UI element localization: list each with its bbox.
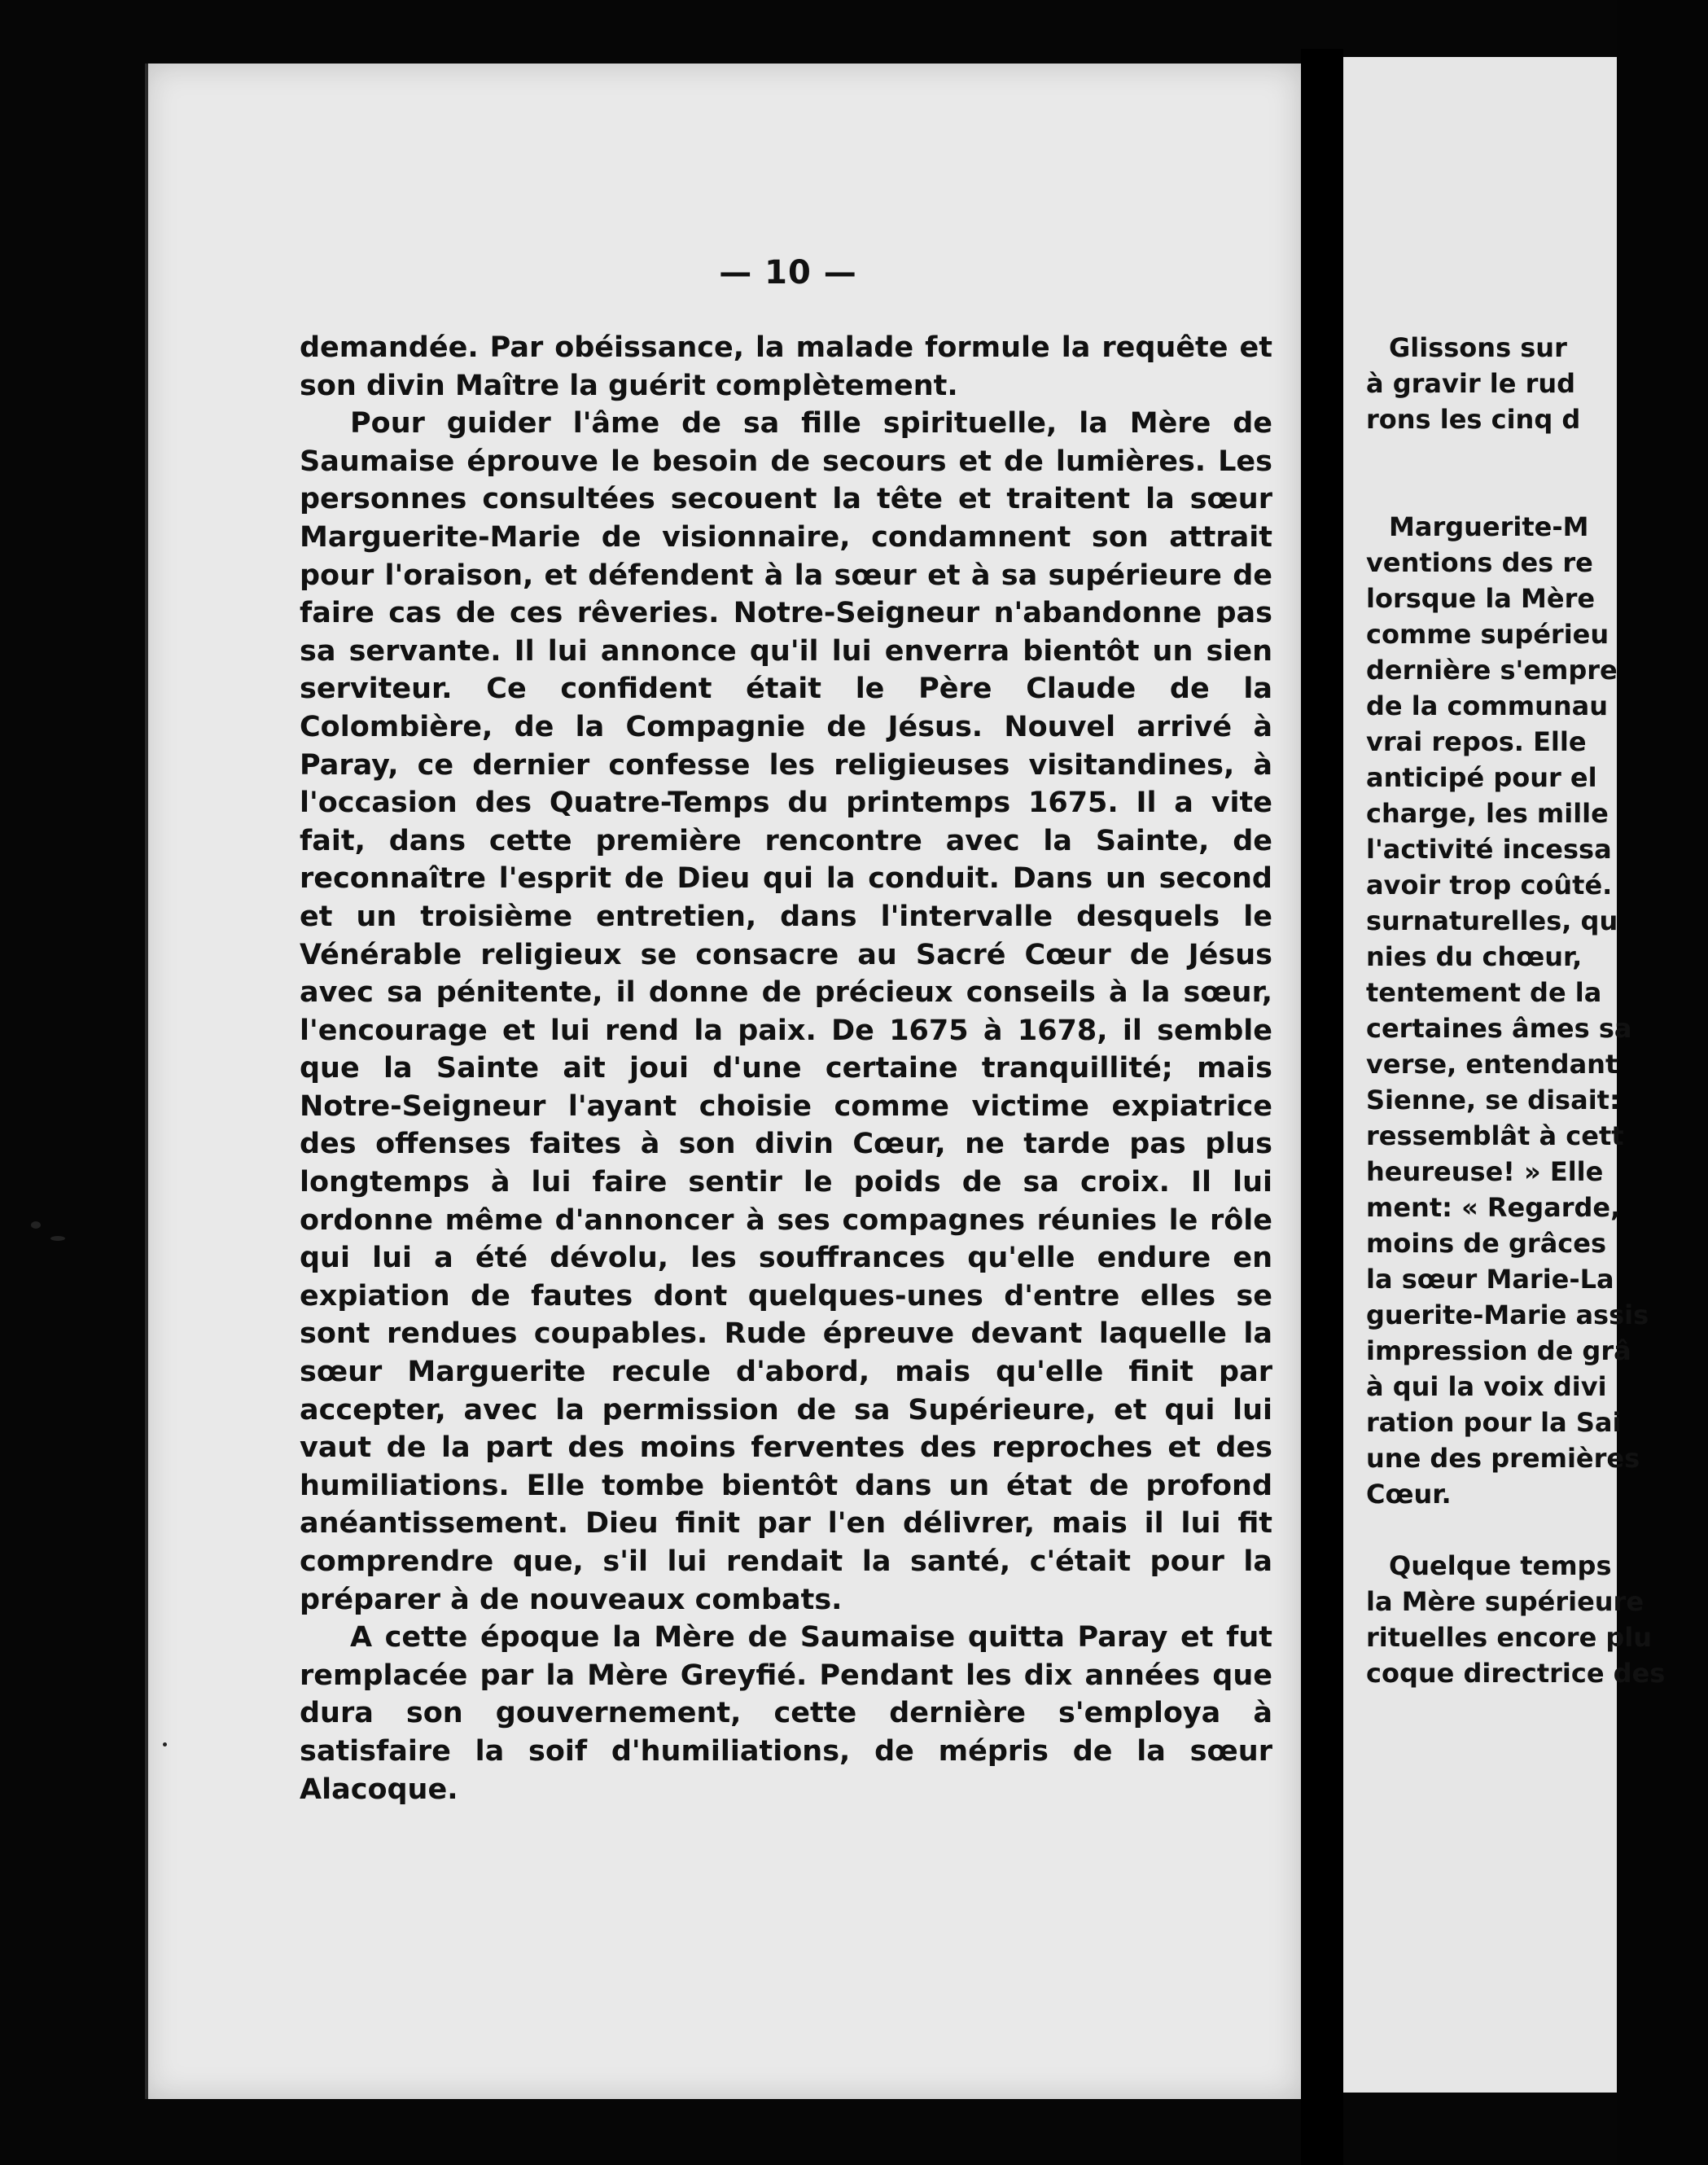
right-line: tentement de la	[1366, 977, 1602, 1008]
right-line: la Mère supérieure	[1366, 1586, 1644, 1617]
right-line: Quelque temps	[1389, 1550, 1612, 1581]
right-line: verse, entendant	[1366, 1049, 1618, 1080]
right-line: ressemblât à cett	[1366, 1120, 1624, 1151]
scan-speck	[50, 1236, 65, 1241]
paragraph-greyfie: A cette époque la Mère de Saumaise quitta Paray et fut remplacée par la Mère Greyfié. Pendant les dix années que dura son gouvernement, cette dernière s'employa à satisfaire la soif d'humiliations, de mépris de la sœur Alacoque.	[300, 1621, 1272, 1806]
right-line: ration pour la Sai	[1366, 1407, 1622, 1438]
right-line: lorsque la Mère	[1366, 583, 1596, 614]
right-line: ment: « Regarde,	[1366, 1192, 1621, 1223]
right-line: Marguerite-M	[1389, 511, 1589, 542]
book-gutter	[1301, 49, 1343, 2165]
right-line: avoir trop coûté.	[1366, 870, 1613, 901]
right-line: comme supérieu	[1366, 619, 1609, 650]
right-line: à qui la voix divi	[1366, 1371, 1607, 1402]
right-line: Glissons sur	[1389, 332, 1567, 363]
right-line: à gravir le rud	[1366, 368, 1576, 399]
right-line: Cœur.	[1366, 1479, 1452, 1510]
paragraph-continuation: demandée. Par obéissance, la malade formule la requête et son divin Maître la guérit complètement.	[300, 331, 1272, 402]
right-line: de la communau	[1366, 690, 1609, 721]
paragraph-colombiere: Pour guider l'âme de sa fille spirituelle, la Mère de Saumaise éprouve le besoin de secours et de lumières. Les personnes consultées secouent la tête et traitent la sœur Marguerite-Marie de visionnaire, condamnent son attrait pour l'oraison, et défendent à la sœur et à sa supérieure de faire cas de ces rêveries. Notre-Seigneur n'abandonne pas sa servante. Il lui annonce qu'il lui enverra bientôt un sien serviteur. Ce confident était le Père Claude de la Colombière, de la Compagnie de Jésus. Nouvel arrivé à Paray, ce dernier confesse les religieuses visitandines, à l'occasion des Quatre-Temps du printemps 1675. Il a vite fait, dans cette première rencontre avec la Sainte, de reconnaître l'esprit de Dieu qui la conduit. Dans un second et un troisième entretien, dans l'intervalle desquels le Vénérable religieux se consacre au Sacré Cœur de Jésus avec sa pénitente, il donne de précieux conseils à la sœur, l'encourage et lui rend la paix. De 1675 à 1678, il semble que la Sainte ait joui d'une certaine tranquillité; mais Notre-Seigneur l'ayant choisie comme victime expiatrice des offenses faites à son divin Cœur, ne tarde pas plus longtemps à lui faire sentir le poids de sa croix. Il lui ordonne même d'annoncer à ses compagnes réunies le rôle qui lui a été dévolu, les souffrances qu'elle endure en expiation de fautes dont quelques-unes d'entre elles se sont rendues coupables. Rude épreuve devant laquelle la sœur Marguerite recule d'abord, mais qu'elle finit par accepter, avec la permission de sa Supérieure, et qui lui vaut de la part des moins ferventes des reproches et des humiliations. Elle tombe bientôt dans un état de profond anéantissement. Dieu finit par l'en délivrer, mais il lui fit comprendre que, s'il lui rendait la santé, c'était pour la préparer à de nouveaux combats.	[300, 407, 1272, 1616]
right-line: surnaturelles, qu	[1366, 905, 1618, 936]
right-line: vrai repos. Elle	[1366, 726, 1587, 757]
right-line: ventions des re	[1366, 547, 1593, 578]
right-line: Sienne, se disait:	[1366, 1085, 1620, 1115]
right-line: rons les cinq d	[1366, 404, 1581, 435]
right-line: certaines âmes sa	[1366, 1013, 1632, 1044]
right-line: moins de grâces	[1366, 1228, 1607, 1259]
scan-speck	[31, 1221, 41, 1229]
right-line: anticipé pour el	[1366, 762, 1597, 793]
right-line: guerite-Marie assis	[1366, 1299, 1649, 1330]
right-line: coque directrice des	[1366, 1658, 1666, 1689]
right-line: l'activité incessa	[1366, 834, 1612, 865]
page-number: — 10 —	[719, 254, 857, 291]
left-page-body	[300, 329, 1272, 1808]
right-line: impression de grâ	[1366, 1335, 1631, 1366]
right-line: rituelles encore plu	[1366, 1622, 1653, 1653]
right-line: nies du chœur,	[1366, 941, 1583, 972]
right-line: charge, les mille	[1366, 798, 1609, 829]
right-line: dernière s'empre	[1366, 655, 1618, 686]
right-page-body-fragment	[1366, 330, 1708, 1691]
right-line: une des premières	[1366, 1443, 1640, 1474]
right-line: la sœur Marie-La	[1366, 1264, 1614, 1295]
scan-speck	[163, 1742, 167, 1746]
right-line: heureuse! » Elle	[1366, 1156, 1604, 1187]
